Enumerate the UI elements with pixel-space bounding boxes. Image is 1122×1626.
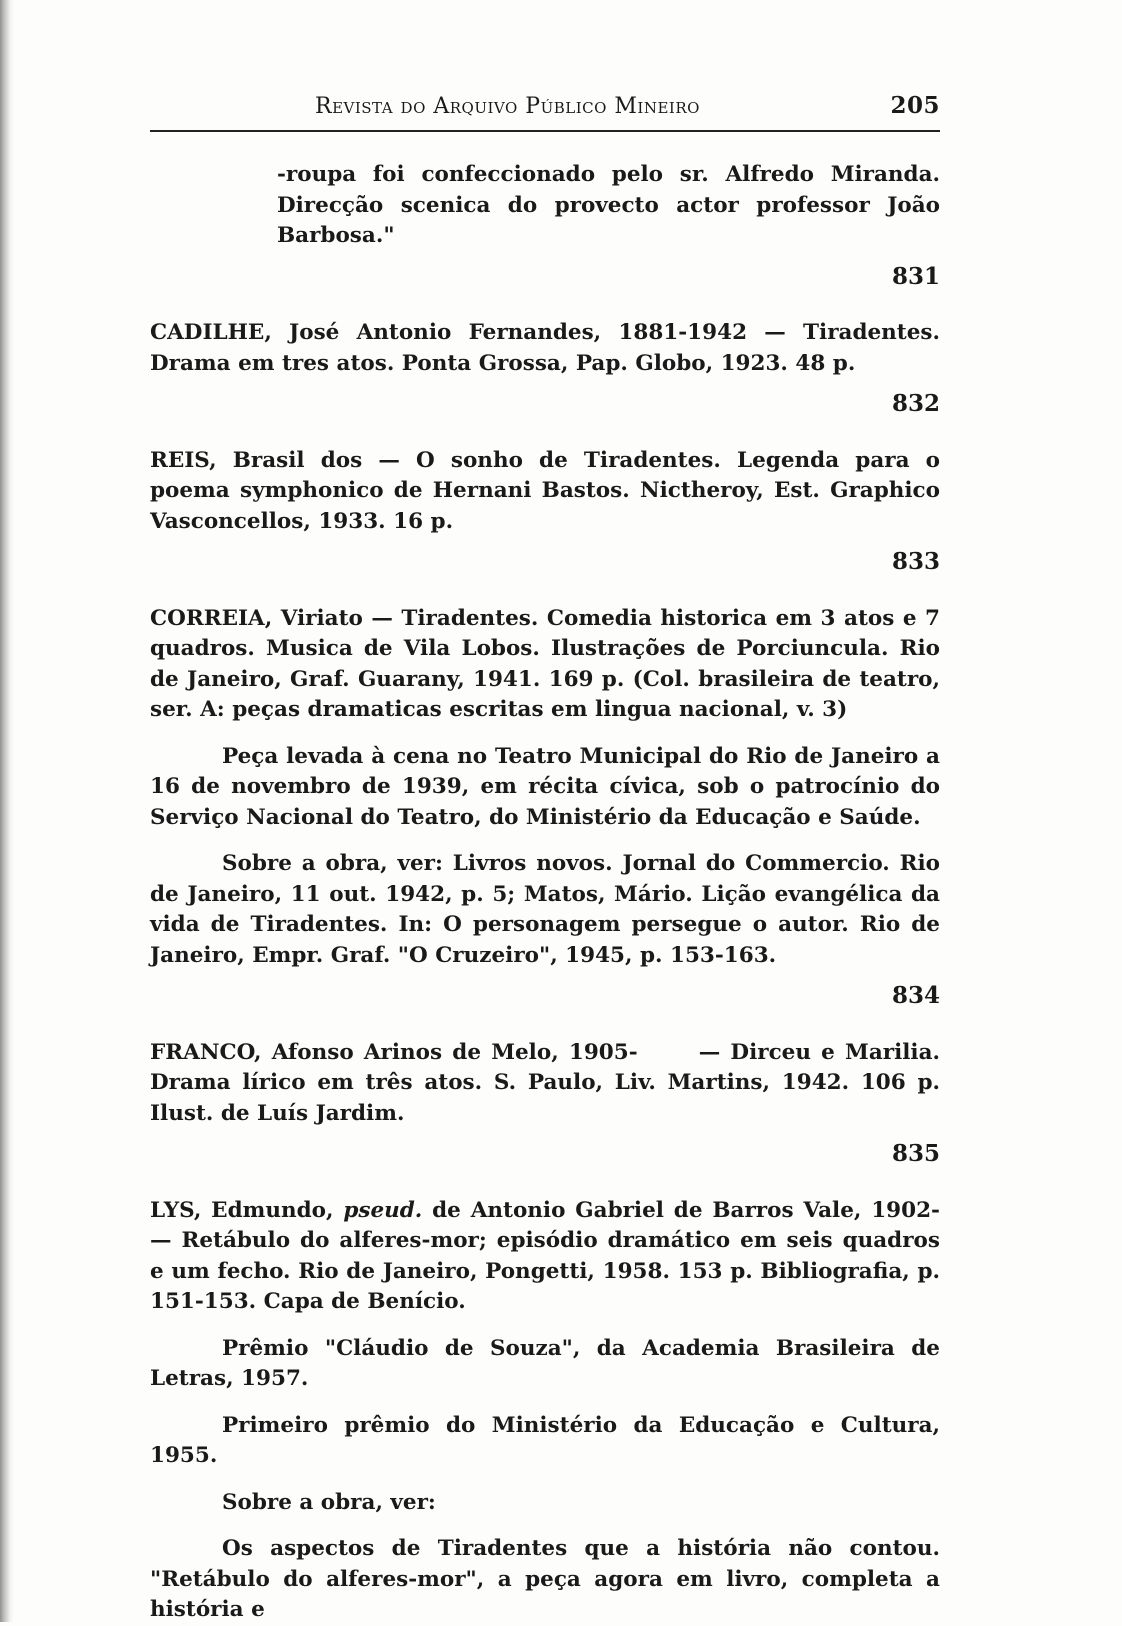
entry-author: LYS, Edmundo,	[150, 1197, 344, 1223]
entry-text: REIS, Brasil dos — O sonho de Tiradentes. Legenda para o poema symphonico de Hernani Bastos. Nictheroy, Est. Graphico Vasconcellos, 1933. 16 p.	[150, 447, 940, 534]
entry-details: de Antonio Gabriel de Barros Vale, 1902- — Retábulo do alferes-mor; episódio dramático em seis quadros e um fecho. Rio de Janeiro, Pongetti, 1958. 153 p. Bibliografia, p. 151-153. Capa de Benício.	[150, 1197, 940, 1314]
entry-note: Sobre a obra, ver:	[222, 1489, 436, 1515]
entry-number: 835	[891, 1140, 940, 1167]
bibliographic-entry	[150, 604, 940, 972]
entry-text: CORREIA, Viriato — Tiradentes. Comedia historica em 3 atos e 7 quadros. Musica de Vila Lobos. Ilustrações de Porciuncula. Rio de Janeiro, Graf. Guarany, 1941. 169 p. (Col. brasileira de teatro, ser. A: peças dramaticas escritas em lingua nacional, v. 3)	[150, 605, 940, 722]
entry-note: Os aspectos de Tiradentes que a história não contou. "Retábulo do alferes-mor", a peça agora em livro, completa a história e	[150, 1536, 940, 1622]
bibliographic-entry	[150, 1038, 948, 1130]
page-number: 205	[890, 92, 940, 119]
bibliographic-entry	[150, 1196, 940, 1626]
running-title: Revista do Arquivo Público Mineiro	[315, 94, 700, 119]
entry-note: Primeiro prêmio do Ministério da Educação e Cultura, 1955.	[150, 1412, 940, 1468]
entry-number: 831	[891, 262, 940, 290]
entry-note: Prêmio "Cláudio de Souza", da Academia Brasileira de Letras, 1957.	[150, 1335, 940, 1391]
quote-continuation: -roupa foi confeccionado pelo sr. Alfredo Miranda. Direcção scenica do provecto actor professor João Barbosa."	[277, 162, 940, 248]
entry-number: 833	[891, 548, 940, 575]
bibliographic-entry	[150, 318, 940, 379]
entry-text: FRANCO, Afonso Arinos de Melo, 1905- — Dirceu e Marilia. Drama lírico em três atos. S. Paulo, Liv. Martins, 1942. 106 p. Ilust. de Luís Jardim.	[150, 1039, 948, 1126]
entry-note: Sobre a obra, ver: Livros novos. Jornal do Commercio. Rio de Janeiro, 11 out. 1942, p. 5; Matos, Mário. Lição evangélica da vida de Tiradentes. In: O personagem persegue o autor. Rio de Janeiro, Empr. Graf. "O Cruzeiro", 1945, p. 153-163.	[150, 851, 940, 968]
document-page	[150, 88, 948, 1626]
entry-number: 832	[891, 390, 940, 417]
entry-note: Peça levada à cena no Teatro Municipal do Rio de Janeiro a 16 de novembro de 1939, em récita cívica, sob o patrocínio do Serviço Nacional do Teatro, do Ministério da Educação e Saúde.	[150, 743, 940, 830]
entry-text	[150, 1196, 940, 1318]
entry-number: 834	[891, 982, 940, 1009]
bibliographic-entry	[150, 446, 940, 538]
document-body	[150, 160, 948, 1626]
entry-pseudonym-label: pseud.	[343, 1197, 423, 1223]
entry-text: CADILHE, José Antonio Fernandes, 1881-1942 — Tiradentes. Drama em tres atos. Ponta Grossa, Pap. Globo, 1923. 48 p.	[150, 320, 940, 376]
page-edge-shadow	[0, 0, 14, 1622]
running-head	[150, 88, 940, 132]
